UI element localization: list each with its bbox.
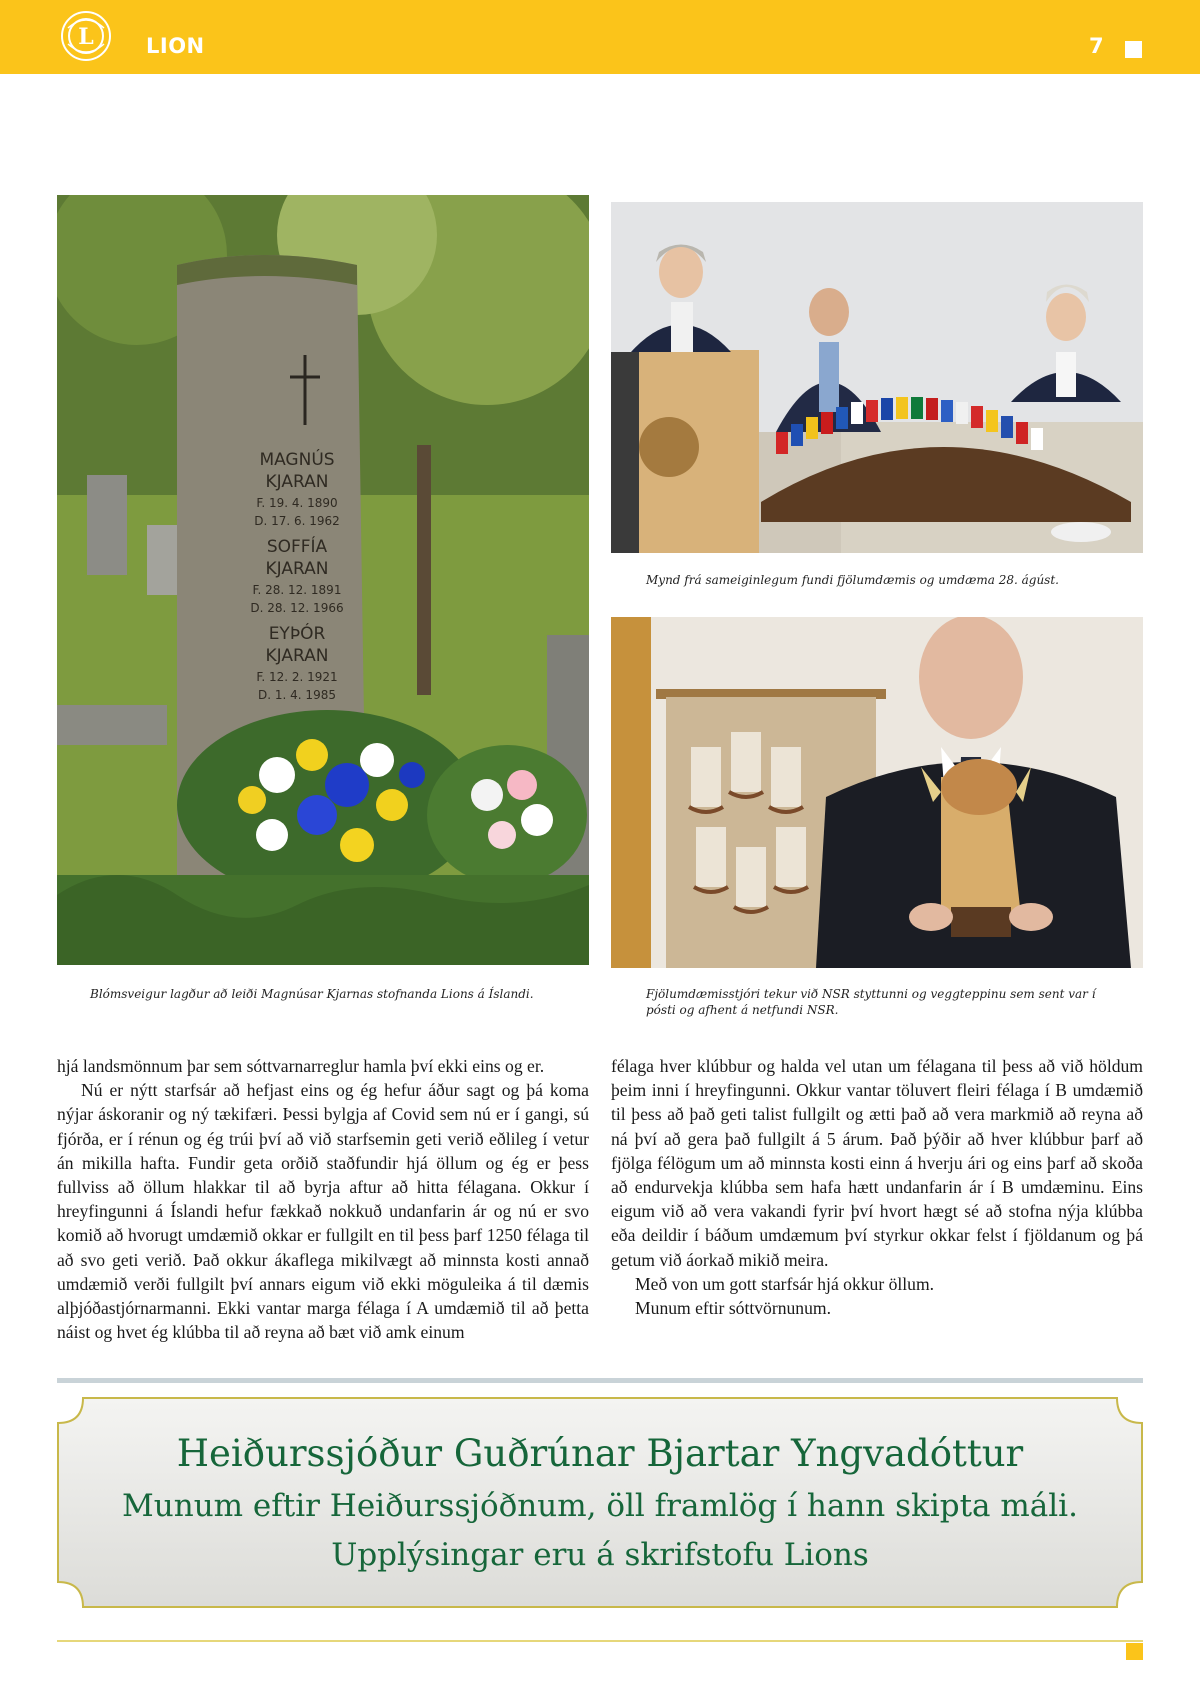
- svg-text:D. 1. 4. 1985: D. 1. 4. 1985: [258, 688, 336, 702]
- svg-text:EYÞÓR: EYÞÓR: [268, 624, 326, 644]
- article-paragraph: Nú er nýtt starfsár að hefjast eins og ég hefur áður sagt og þá koma nýjar áskoranir og ný tækifæri. Þessi bylgja af Covid sem nú er í gangi, sú fjórða, er í rénun og ég trúi því að við starfsemin geti verið eðlileg í vetur án mikilla hafta. Fundir geta orðið staðfundir hjá öllum og ég er þess fullviss að öllum hlakkar til að byrja aftur að hitta félagana. Okkur í hreyfingunni á Íslandi hefur fækkað nokkuð undanfarin ár og nú er svo komið að hvorugt umdæmið okkar er fullgilt en til þess þarf 1250 félaga til að svo geti verið. Það okkur ákaflega mikilvægt að minnsta kosti annað umdæmið verði fullgilt því annars eigum við ekki möguleika á til dæmis alþjóðastjórnarmanni. Ekki vantar marga félaga í A umdæmið til að þetta náist og hvet ég klúbba til að reyna að bæt við amk einum: [57, 1080, 589, 1343]
- article-paragraph: félaga hver klúbbur og halda vel utan um félagana til þess að við höldum þeim inni í hreyfingunni. Okkur vantar töluvert fleiri félaga í B umdæmið til þess að það geti talist fullgilt og ætti það að vera markmið að reyna að ná því að gera það fullgilt á 5 árum. Það þýðir að hver klúbbur þarf að fjölga félögum um að minnsta kosti einn á hverju ári og eins þarf að skoða að endurvekja klúbba sem hafa hætt undanfarin ár í B umdæminu. Eins eigum við að vera vakandi fyrir því hvort hægt sé að stofna nýja klúbba eða deildir í báðum umdæmum því styrkur okkar felst í fjöldanum og þá getum við áorkað mikið meira.: [611, 1056, 1143, 1270]
- svg-text:F. 12. 2. 1921: F. 12. 2. 1921: [256, 670, 338, 684]
- svg-text:D. 28. 12. 1966: D. 28. 12. 1966: [250, 601, 344, 615]
- grave-photo: [57, 195, 589, 965]
- svg-text:KJARAN: KJARAN: [265, 559, 329, 579]
- page-header: [0, 0, 1200, 74]
- lions-club-emblem-icon: [60, 10, 112, 62]
- svg-text:D. 17. 6. 1962: D. 17. 6. 1962: [254, 514, 340, 528]
- divider-rule: [57, 1378, 1143, 1383]
- footer-corner-square: [1126, 1643, 1143, 1660]
- svg-text:KJARAN: KJARAN: [265, 472, 329, 492]
- grave-photo-icon: [57, 195, 589, 965]
- header-corner-square: [1125, 41, 1142, 58]
- footer-rule: [57, 1640, 1143, 1642]
- svg-text:SOFFÍA: SOFFÍA: [266, 537, 328, 557]
- award-photo-caption: Fjölumdæmisstjóri tekur við NSR styttunni og veggteppinu sem sent var í pósti og afhent á netfundi NSR.: [646, 987, 1096, 1017]
- svg-text:KJARAN: KJARAN: [265, 646, 329, 666]
- page-number: 7: [1089, 34, 1104, 58]
- fund-banner-title: Heiðurssjóður Guðrúnar Bjartar Yngvadóttur: [176, 1432, 1024, 1475]
- meeting-photo-icon: [611, 202, 1143, 553]
- fund-banner-line: Munum eftir Heiðurssjóðnum, öll framlög í hann skipta máli.: [122, 1488, 1078, 1524]
- svg-text:F. 19. 4. 1890: F. 19. 4. 1890: [256, 496, 338, 510]
- article-closing-line: Með von um gott starfsár hjá okkur öllum.: [635, 1273, 935, 1294]
- svg-text:F. 28. 12. 1891: F. 28. 12. 1891: [252, 583, 342, 597]
- svg-text:MAGNÚS: MAGNÚS: [259, 450, 335, 470]
- fund-banner-info: Upplýsingar eru á skrifstofu Lions: [331, 1537, 869, 1573]
- article-closing-line: Munum eftir sóttvörnunum.: [635, 1298, 831, 1319]
- award-photo-icon: [611, 617, 1143, 968]
- meeting-photo: [611, 202, 1143, 553]
- award-photo: [611, 617, 1143, 968]
- article-column-right: [611, 1054, 1143, 1320]
- article-column-left: [57, 1054, 589, 1344]
- meeting-photo-caption: Mynd frá sameiginlegum fundi fjölumdæmis og umdæma 28. ágúst.: [646, 573, 1059, 587]
- magazine-name: LION: [146, 34, 205, 58]
- grave-photo-caption: Blómsveigur lagður að leiði Magnúsar Kjarnas stofnanda Lions á Íslandi.: [90, 987, 534, 1001]
- svg-text:L: L: [78, 24, 94, 50]
- article-paragraph: hjá landsmönnum þar sem sóttvarnarreglur hamla því ekki eins og er.: [57, 1056, 545, 1076]
